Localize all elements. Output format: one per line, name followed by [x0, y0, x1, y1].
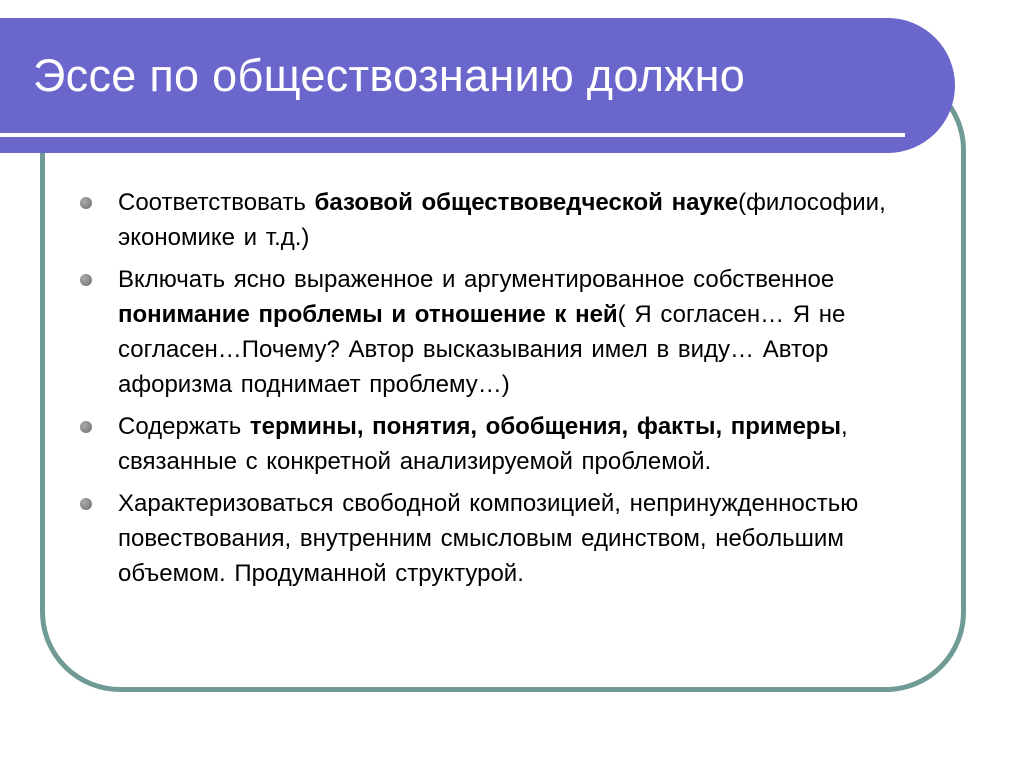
- bullet-dot-icon: [80, 197, 92, 209]
- bullet-item: [80, 486, 940, 591]
- bullet-bold-text: базовой обществоведческой науке: [314, 189, 739, 216]
- title-underline: [0, 133, 905, 137]
- bullet-dot-icon: [80, 421, 92, 433]
- bullet-text: Характеризоваться свободной композицией, непринужденностью повествования, внутренним смысловым единством, небольшим объемом. Продуманной структурой.: [118, 490, 859, 587]
- bullet-item: [80, 409, 940, 479]
- bullet-dot-icon: [80, 274, 92, 286]
- bullet-dot-icon: [80, 498, 92, 510]
- bullet-bold-text: понимание проблемы и отношение к ней: [118, 301, 618, 328]
- bullet-text: ( Я согласен… Я не согласен…Почему? Автор высказывания имел в виду… Автор афоризма поднимает проблему…): [118, 301, 846, 398]
- bullet-item: [80, 262, 940, 402]
- bullet-text: Содержать: [118, 413, 250, 440]
- bullet-text: (философии, экономике и т.д.): [118, 189, 886, 251]
- bullet-text: Включать ясно выраженное и аргументированное собственное: [118, 266, 835, 293]
- bullet-item: [80, 185, 940, 255]
- bullet-bold-text: термины, понятия, обобщения, факты, примеры: [249, 413, 841, 440]
- bullet-text: Соответствовать: [118, 189, 315, 216]
- slide-title: Эссе по обществознанию должно: [33, 50, 746, 101]
- bullet-text: , связанные с конкретной анализируемой проблемой.: [118, 413, 848, 475]
- bullet-list: [80, 185, 940, 598]
